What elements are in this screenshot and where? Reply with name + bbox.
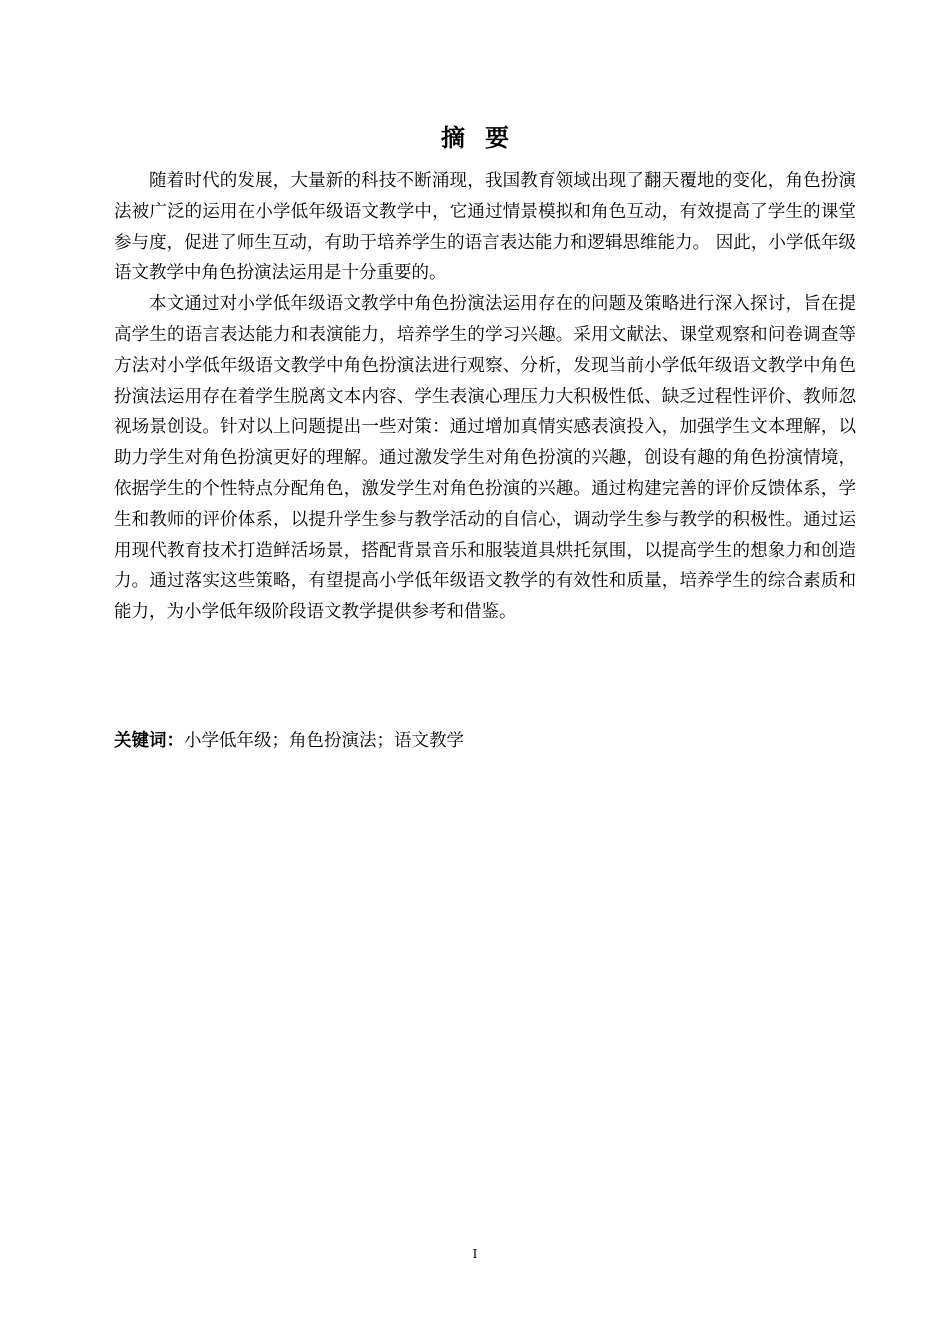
keywords-label: 关键词： xyxy=(114,731,184,751)
page-number: I xyxy=(472,1247,478,1261)
keywords-text: 小学低年级；角色扮演法；语文教学 xyxy=(184,731,464,751)
abstract-body xyxy=(114,166,856,628)
abstract-paragraph-1: 随着时代的发展，大量新的科技不断涌现，我国教育领域出现了翻天覆地的变化，角色扮演法被广泛的运用在小学低年级语文教学中，它通过情景模拟和角色互动，有效提高了学生的课堂参与度，促进了师生互动，有助于培养学生的语言表达能力和逻辑思维能力。 因此，小学低年级语文教学中角色扮演法运用是十分重要的。 xyxy=(114,171,856,284)
keywords-line xyxy=(114,726,856,756)
abstract-title: 摘要 xyxy=(441,124,529,152)
abstract-paragraph-2: 本文通过对小学低年级语文教学中角色扮演法运用存在的问题及策略进行深入探讨，旨在提高学生的语言表达能力和表演能力，培养学生的学习兴趣。采用文献法、课堂观察和问卷调查等方法对小学低年级语文教学中角色扮演法进行观察、分析，发现当前小学低年级语文教学中角色扮演法运用存在着学生脱离文本内容、学生表演心理压力大积极性低、缺乏过程性评价、教师忽视场景创设。针对以上问题提出一些对策：通过增加真情实感表演投入，加强学生文本理解，以助力学生对角色扮演更好的理解。通过激发学生对角色扮演的兴趣，创设有趣的角色扮演情境，依据学生的个性特点分配角色，激发学生对角色扮演的兴趣。通过构建完善的评价反馈体系，学生和教师的评价体系，以提升学生参与教学活动的自信心，调动学生参与教学的积极性。通过运用现代教育技术打造鲜活场景，搭配背景音乐和服装道具烘托氛围，以提高学生的想象力和创造力。通过落实这些策略，有望提高小学低年级语文教学的有效性和质量，培养学生的综合素质和能力，为小学低年级阶段语文教学提供参考和借鉴。 xyxy=(114,294,856,623)
